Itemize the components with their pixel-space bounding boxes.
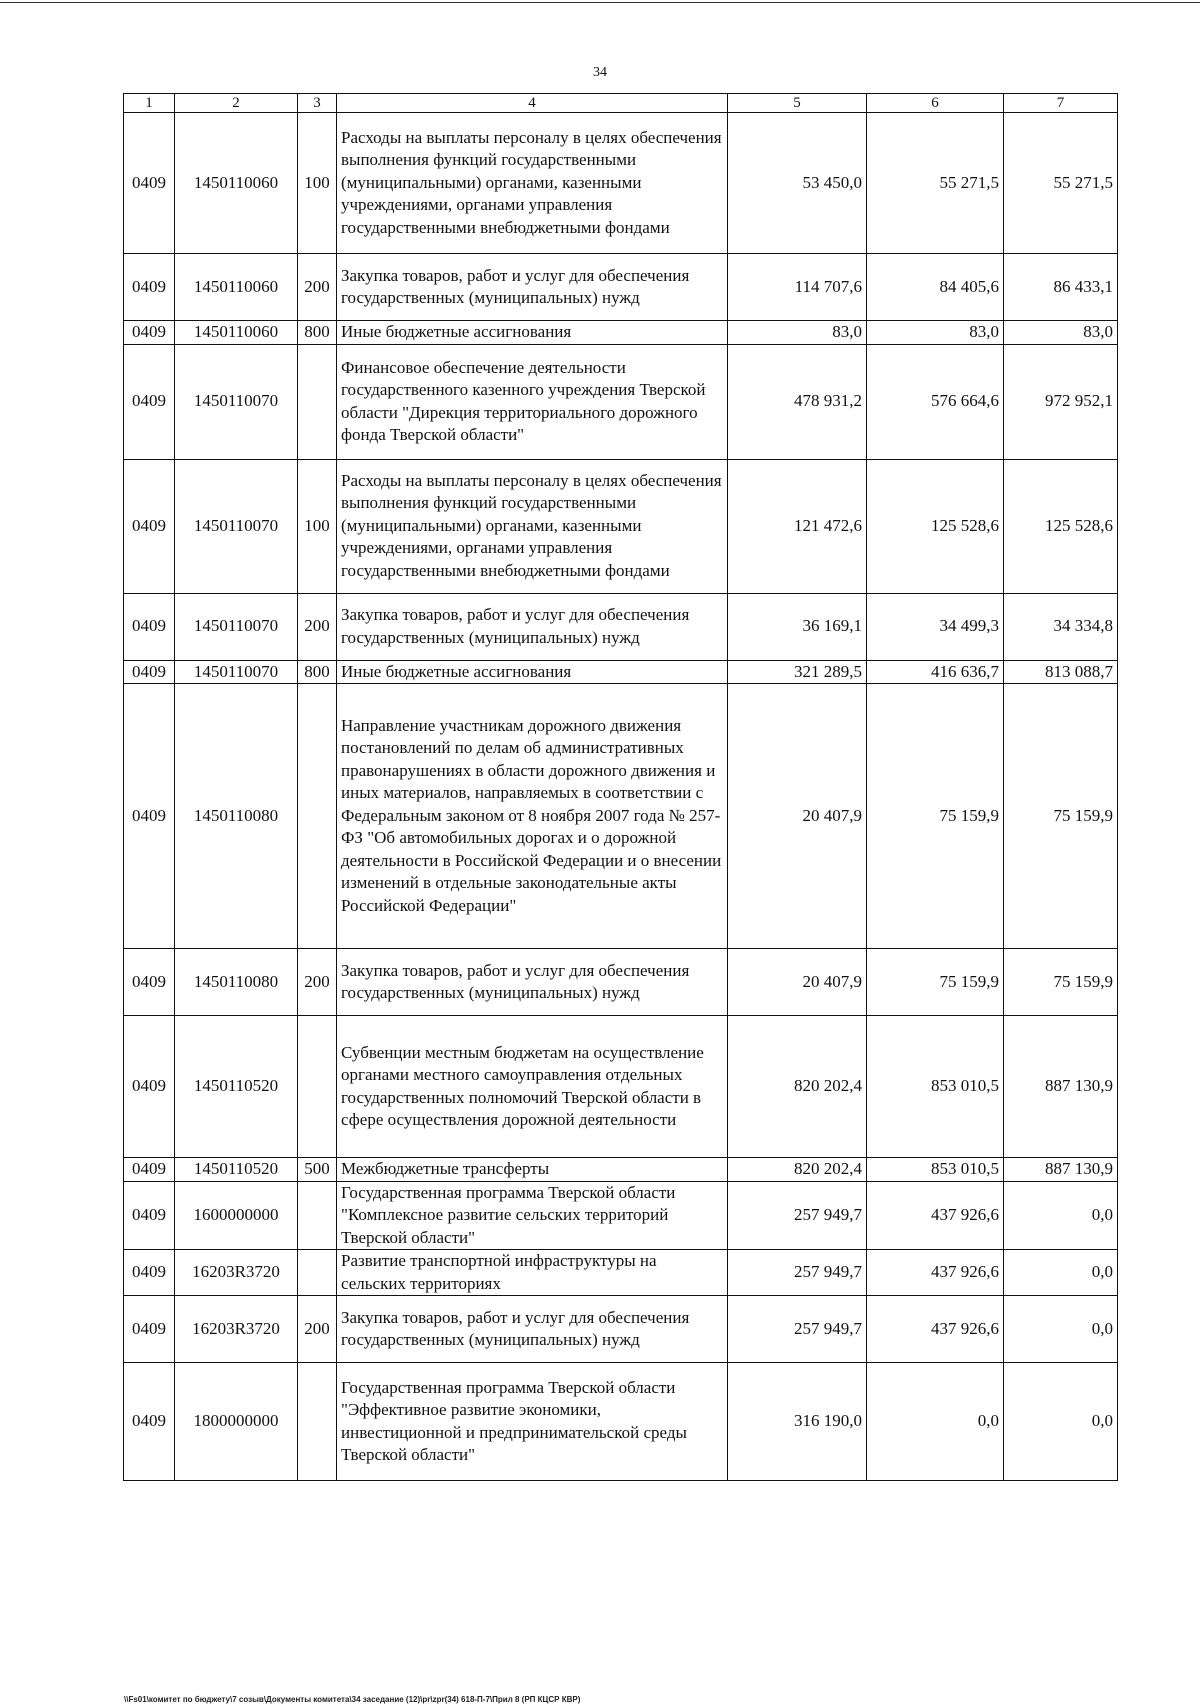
value-col6-cell: 437 926,6 xyxy=(867,1250,1004,1296)
value-col7-cell: 0,0 xyxy=(1004,1363,1118,1481)
table-row xyxy=(124,1158,1118,1182)
value-col6-cell: 853 010,5 xyxy=(867,1016,1004,1158)
value-col5-cell: 121 472,6 xyxy=(728,459,867,593)
target-article-cell: 1450110060 xyxy=(175,321,298,345)
table-row xyxy=(124,684,1118,949)
expense-type-cell xyxy=(298,344,337,459)
expense-type-cell: 200 xyxy=(298,593,337,660)
value-col7-cell: 887 130,9 xyxy=(1004,1016,1118,1158)
top-rule xyxy=(0,2,1200,3)
table-row xyxy=(124,1296,1118,1363)
value-col7-cell: 34 334,8 xyxy=(1004,593,1118,660)
section-code-cell: 0409 xyxy=(124,949,175,1016)
page-number: 34 xyxy=(593,65,607,80)
description-cell: Финансовое обеспечение деятельности государственного казенного учреждения Тверской области "Дирекция территориального дорожного фонда Тверской области" xyxy=(337,344,728,459)
description-cell: Субвенции местным бюджетам на осуществление органами местного самоуправления отдельных государственных полномочий Тверской области в сфере осуществления дорожной деятельности xyxy=(337,1016,728,1158)
expense-type-cell: 200 xyxy=(298,254,337,321)
value-col5-cell: 820 202,4 xyxy=(728,1158,867,1182)
target-article-cell: 1800000000 xyxy=(175,1363,298,1481)
value-col7-cell: 86 433,1 xyxy=(1004,254,1118,321)
target-article-cell: 1450110520 xyxy=(175,1158,298,1182)
value-col5-cell: 316 190,0 xyxy=(728,1363,867,1481)
expense-type-cell xyxy=(298,1250,337,1296)
target-article-cell: 1450110070 xyxy=(175,459,298,593)
section-code-cell: 0409 xyxy=(124,254,175,321)
table-row xyxy=(124,660,1118,684)
target-article-cell: 1600000000 xyxy=(175,1181,298,1250)
value-col7-cell: 83,0 xyxy=(1004,321,1118,345)
expense-type-cell: 800 xyxy=(298,321,337,345)
header-row xyxy=(124,94,1118,113)
value-col6-cell: 34 499,3 xyxy=(867,593,1004,660)
value-col6-cell: 83,0 xyxy=(867,321,1004,345)
description-cell: Закупка товаров, работ и услуг для обеспечения государственных (муниципальных) нужд xyxy=(337,254,728,321)
section-code-cell: 0409 xyxy=(124,321,175,345)
value-col5-cell: 321 289,5 xyxy=(728,660,867,684)
section-code-cell: 0409 xyxy=(124,684,175,949)
target-article-cell: 1450110070 xyxy=(175,660,298,684)
value-col5-cell: 83,0 xyxy=(728,321,867,345)
expense-type-cell xyxy=(298,1181,337,1250)
value-col7-cell: 887 130,9 xyxy=(1004,1158,1118,1182)
target-article-cell: 16203R3720 xyxy=(175,1250,298,1296)
value-col6-cell: 853 010,5 xyxy=(867,1158,1004,1182)
description-cell: Иные бюджетные ассигнования xyxy=(337,660,728,684)
value-col7-cell: 813 088,7 xyxy=(1004,660,1118,684)
section-code-cell: 0409 xyxy=(124,593,175,660)
target-article-cell: 1450110070 xyxy=(175,593,298,660)
section-code-cell: 0409 xyxy=(124,660,175,684)
budget-table xyxy=(123,93,1118,1481)
expense-type-cell xyxy=(298,1363,337,1481)
description-cell: Закупка товаров, работ и услуг для обеспечения государственных (муниципальных) нужд xyxy=(337,1296,728,1363)
section-code-cell: 0409 xyxy=(124,1363,175,1481)
table-row xyxy=(124,321,1118,345)
value-col6-cell: 84 405,6 xyxy=(867,254,1004,321)
section-code-cell: 0409 xyxy=(124,1181,175,1250)
target-article-cell: 1450110080 xyxy=(175,949,298,1016)
value-col5-cell: 257 949,7 xyxy=(728,1181,867,1250)
value-col5-cell: 53 450,0 xyxy=(728,113,867,254)
value-col7-cell: 972 952,1 xyxy=(1004,344,1118,459)
description-cell: Межбюджетные трансферты xyxy=(337,1158,728,1182)
table-row xyxy=(124,113,1118,254)
value-col5-cell: 820 202,4 xyxy=(728,1016,867,1158)
table-row xyxy=(124,254,1118,321)
value-col7-cell: 75 159,9 xyxy=(1004,949,1118,1016)
expense-type-cell xyxy=(298,1016,337,1158)
target-article-cell: 1450110080 xyxy=(175,684,298,949)
section-code-cell: 0409 xyxy=(124,1250,175,1296)
table-row xyxy=(124,1016,1118,1158)
value-col6-cell: 416 636,7 xyxy=(867,660,1004,684)
value-col5-cell: 20 407,9 xyxy=(728,684,867,949)
section-code-cell: 0409 xyxy=(124,1158,175,1182)
description-cell: Направление участникам дорожного движения постановлений по делам об административных правонарушениях в области дорожного движения и иных материалов, направляемых в соответствии с Федеральным законом от 8 ноября 2007 года № 257-ФЗ "Об автомобильных дорогах и о дорожной деятельности в Российской Федерации и о внесении изменений в отдельные законодательные акты Российской Федерации" xyxy=(337,684,728,949)
section-code-cell: 0409 xyxy=(124,113,175,254)
value-col5-cell: 114 707,6 xyxy=(728,254,867,321)
value-col6-cell: 55 271,5 xyxy=(867,113,1004,254)
description-cell: Государственная программа Тверской области "Эффективное развитие экономики, инвестиционной и предпринимательской среды Тверской области" xyxy=(337,1363,728,1481)
value-col7-cell: 75 159,9 xyxy=(1004,684,1118,949)
table-row xyxy=(124,459,1118,593)
value-col6-cell: 576 664,6 xyxy=(867,344,1004,459)
column-header: 6 xyxy=(867,94,1004,113)
footer-file-path: \\Fs01\комитет по бюджету\7 созыв\Документы комитета\34 заседание (12)\pr\zpr(34) 618-П-7\Прил 8 (РП КЦСР КВР) xyxy=(124,1695,581,1704)
section-code-cell: 0409 xyxy=(124,344,175,459)
column-header: 1 xyxy=(124,94,175,113)
expense-type-cell: 100 xyxy=(298,459,337,593)
section-code-cell: 0409 xyxy=(124,1296,175,1363)
target-article-cell: 1450110070 xyxy=(175,344,298,459)
table-row xyxy=(124,344,1118,459)
expense-type-cell: 500 xyxy=(298,1158,337,1182)
column-header: 3 xyxy=(298,94,337,113)
table-row xyxy=(124,1363,1118,1481)
value-col6-cell: 437 926,6 xyxy=(867,1181,1004,1250)
value-col6-cell: 437 926,6 xyxy=(867,1296,1004,1363)
value-col7-cell: 0,0 xyxy=(1004,1250,1118,1296)
target-article-cell: 16203R3720 xyxy=(175,1296,298,1363)
description-cell: Закупка товаров, работ и услуг для обеспечения государственных (муниципальных) нужд xyxy=(337,949,728,1016)
expense-type-cell: 800 xyxy=(298,660,337,684)
table-row xyxy=(124,1250,1118,1296)
description-cell: Государственная программа Тверской области "Комплексное развитие сельских территорий Тверской области" xyxy=(337,1181,728,1250)
section-code-cell: 0409 xyxy=(124,1016,175,1158)
value-col5-cell: 20 407,9 xyxy=(728,949,867,1016)
value-col5-cell: 478 931,2 xyxy=(728,344,867,459)
table-row xyxy=(124,1181,1118,1250)
value-col7-cell: 55 271,5 xyxy=(1004,113,1118,254)
expense-type-cell xyxy=(298,684,337,949)
expense-type-cell: 200 xyxy=(298,949,337,1016)
column-header: 2 xyxy=(175,94,298,113)
value-col7-cell: 0,0 xyxy=(1004,1181,1118,1250)
description-cell: Иные бюджетные ассигнования xyxy=(337,321,728,345)
column-header: 7 xyxy=(1004,94,1118,113)
value-col6-cell: 0,0 xyxy=(867,1363,1004,1481)
target-article-cell: 1450110060 xyxy=(175,254,298,321)
value-col6-cell: 125 528,6 xyxy=(867,459,1004,593)
expense-type-cell: 200 xyxy=(298,1296,337,1363)
description-cell: Развитие транспортной инфраструктуры на сельских территориях xyxy=(337,1250,728,1296)
expense-type-cell: 100 xyxy=(298,113,337,254)
column-header: 4 xyxy=(337,94,728,113)
value-col7-cell: 125 528,6 xyxy=(1004,459,1118,593)
value-col5-cell: 257 949,7 xyxy=(728,1250,867,1296)
description-cell: Расходы на выплаты персоналу в целях обеспечения выполнения функций государственными (муниципальными) органами, казенными учреждениями, органами управления государственными внебюджетными фондами xyxy=(337,113,728,254)
table-row xyxy=(124,949,1118,1016)
target-article-cell: 1450110520 xyxy=(175,1016,298,1158)
section-code-cell: 0409 xyxy=(124,459,175,593)
description-cell: Расходы на выплаты персоналу в целях обеспечения выполнения функций государственными (муниципальными) органами, казенными учреждениями, органами управления государственными внебюджетными фондами xyxy=(337,459,728,593)
value-col6-cell: 75 159,9 xyxy=(867,684,1004,949)
table-row xyxy=(124,593,1118,660)
value-col6-cell: 75 159,9 xyxy=(867,949,1004,1016)
column-header: 5 xyxy=(728,94,867,113)
target-article-cell: 1450110060 xyxy=(175,113,298,254)
description-cell: Закупка товаров, работ и услуг для обеспечения государственных (муниципальных) нужд xyxy=(337,593,728,660)
value-col5-cell: 36 169,1 xyxy=(728,593,867,660)
value-col5-cell: 257 949,7 xyxy=(728,1296,867,1363)
value-col7-cell: 0,0 xyxy=(1004,1296,1118,1363)
